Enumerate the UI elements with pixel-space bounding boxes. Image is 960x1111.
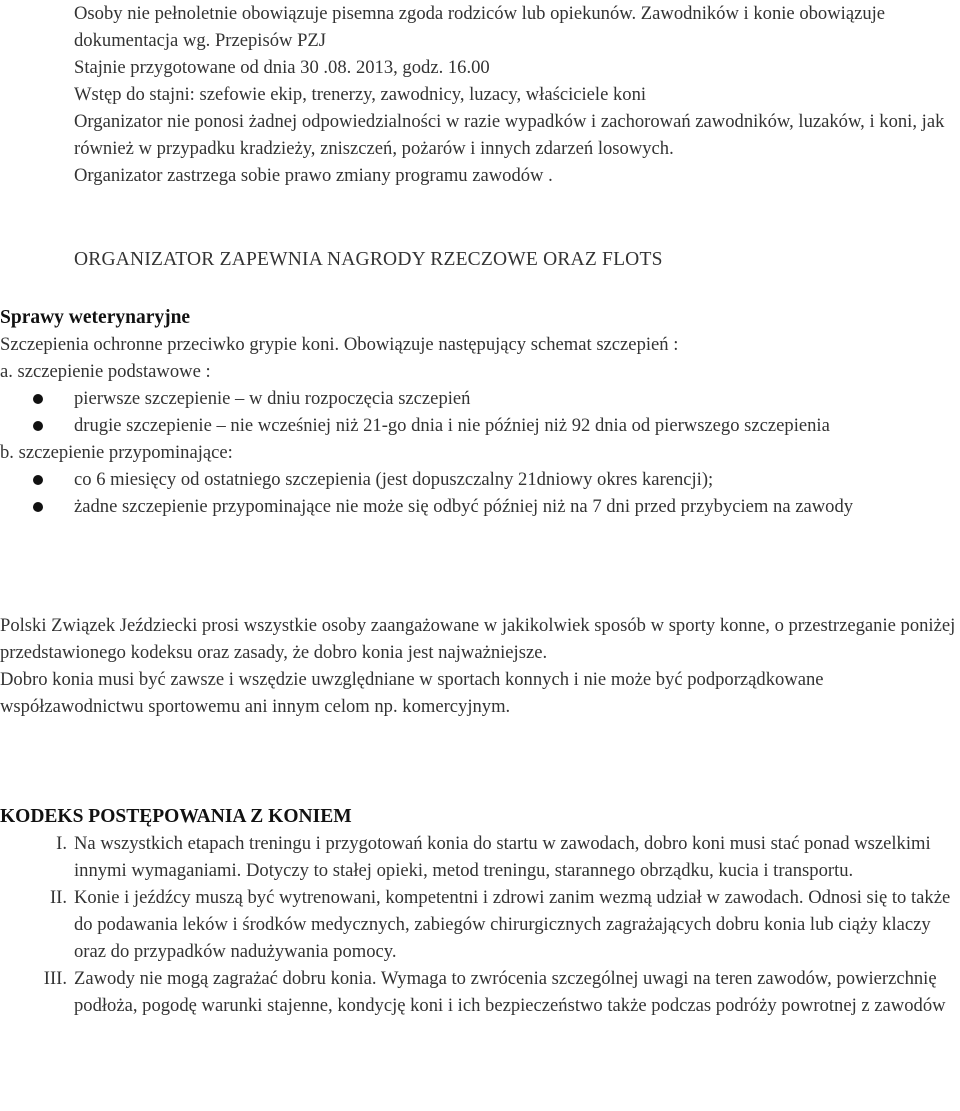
basic-vaccination-label: a. szczepienie podstawowe :	[0, 361, 211, 382]
consent-paragraph: Osoby nie pełnoletnie obowiązuje pisemna zgoda rodziców lub opiekunów. Zawodników i konie obowiązuje dokumentacja wg. Przepisów PZJ	[74, 3, 886, 51]
code-title: KODEKS POSTĘPOWANIA Z KONIEM	[0, 806, 352, 827]
program-change-line: Organizator zastrzega sobie prawo zmiany programu zawodów .	[74, 165, 553, 186]
vet-section	[0, 304, 958, 520]
booster-vaccination-label: b. szczepienie przypominające:	[0, 442, 233, 463]
list-item: pierwsze szczepienie – w dniu rozpoczęcia szczepień	[0, 385, 958, 412]
pzj-paragraph: Polski Związek Jeździecki prosi wszystkie osoby zaangażowane w jakikolwiek sposób w sporty konne, o przestrzeganie poniżej przedstawionego kodeksu oraz zasady, że dobro konia jest najważniejsze.	[0, 615, 956, 663]
stable-access-line: Wstęp do stajni: szefowie ekip, trenerzy, zawodnicy, luzacy, właściciele koni	[74, 84, 647, 105]
entry-rules-block	[0, 0, 958, 189]
code-section	[0, 803, 958, 1019]
pzj-section	[0, 612, 958, 720]
bullet-icon	[33, 394, 43, 404]
prizes-notice: ORGANIZATOR ZAPEWNIA NAGRODY RZECZOWE ORAZ FLOTS	[74, 249, 663, 270]
vet-section-title: Sprawy weterynaryjne	[0, 307, 191, 328]
list-item: drugie szczepienie – nie wcześniej niż 21-go dnia i nie później niż 92 dnia od pierwszego szczepienia	[0, 412, 958, 439]
vet-intro: Szczepienia ochronne przeciwko grypie koni. Obowiązuje następujący schemat szczepień :	[0, 334, 679, 355]
list-item: co 6 miesięcy od ostatniego szczepienia (jest dopuszczalny 21dniowy okres karencji);	[0, 466, 958, 493]
bullet-icon	[33, 475, 43, 485]
basic-vaccination-list	[0, 385, 958, 439]
code-item: II. Konie i jeźdźcy muszą być wytrenowani, kompetentni i zdrowi zanim wezmą udział w zawodach. Odnosi się to także do podawania leków i środków medycznych, zabiegów chirurgicznych zagrażających dobru konia lub ciąży klaczy oraz do przypadków nadużywania pomocy.	[49, 887, 951, 962]
stables-date-line: Stajnie przygotowane od dnia 30 .08. 2013, godz. 16.00	[74, 57, 490, 78]
horse-welfare-paragraph: Dobro konia musi być zawsze i wszędzie uwzględniane w sportach konnych i nie może być podporządkowane współzawodnictwu sportowemu ani innym celom np. komercyjnym.	[0, 669, 824, 717]
code-list	[0, 830, 958, 1019]
booster-vaccination-list	[0, 466, 958, 520]
bullet-icon	[33, 502, 43, 512]
bullet-icon	[33, 421, 43, 431]
code-item: III. Zawody nie mogą zagrażać dobru konia. Wymaga to zwrócenia szczególnej uwagi na teren zawodów, powierzchnię podłoża, pogodę warunki stajenne, kondycję koni i ich bezpieczeństwo także podczas podróży powrotnej z zawodów	[43, 968, 946, 1016]
prizes-block	[0, 246, 958, 273]
liability-paragraph: Organizator nie ponosi żadnej odpowiedzialności w razie wypadków i zachorowań zawodników, luzaków, i koni, jak również w przypadku kradzieży, zniszczeń, pożarów i innych zdarzeń losowych.	[74, 111, 945, 159]
code-item: I. Na wszystkich etapach treningu i przygotowań konia do startu w zawodach, dobro koni musi stać ponad wszelkimi innymi wymaganiami. Dotyczy to stałej opieki, metod treningu, starannego obrządku, kucia i transportu.	[56, 833, 931, 881]
list-item: żadne szczepienie przypominające nie może się odbyć później niż na 7 dni przed przybyciem na zawody	[0, 493, 958, 520]
